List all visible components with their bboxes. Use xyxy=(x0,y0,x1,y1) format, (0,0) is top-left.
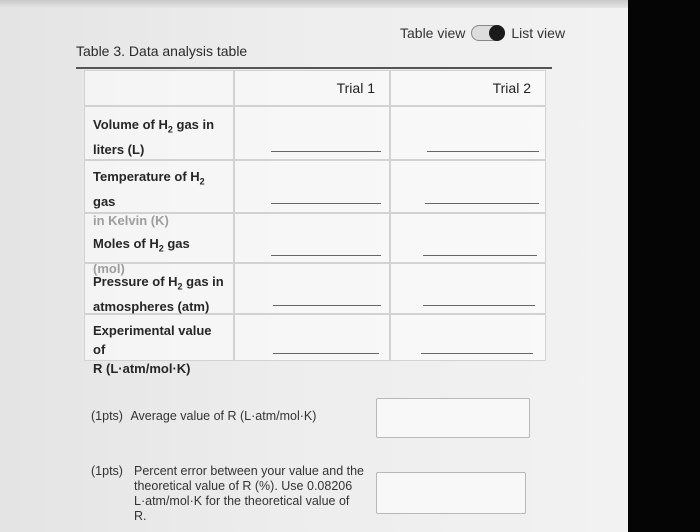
experimental-r-trial-1-cell[interactable] xyxy=(234,314,390,361)
pressure-trial-2-input[interactable] xyxy=(423,305,535,306)
average-r-answer-box[interactable] xyxy=(376,398,530,438)
moles-trial-1-input[interactable] xyxy=(271,255,381,256)
row-label-volume: Volume of $H_2$ gas in liters (L) xyxy=(84,106,234,160)
pressure-trial-1-input[interactable] xyxy=(273,305,381,306)
moles-trial-2-cell[interactable] xyxy=(390,213,546,263)
row-label-temperature: Temperature of $H_2$ gas xyxy=(84,160,234,213)
percent-error-question xyxy=(134,464,364,524)
top-strip xyxy=(0,0,628,8)
temperature-trial-1-input[interactable] xyxy=(271,203,381,204)
percent-error-line-3: L·atm/mol·K for the theoretical value of xyxy=(134,494,350,508)
title-rule xyxy=(76,67,552,69)
average-r-points: (1pts) xyxy=(91,409,123,423)
row-label-experimental-r: Experimental value of R (L·atm/mol·K) xyxy=(84,314,234,361)
volume-trial-1-input[interactable] xyxy=(271,151,381,152)
view-toggle[interactable] xyxy=(400,22,565,44)
pressure-trial-1-cell[interactable] xyxy=(234,263,390,314)
row-label-pressure: Pressure of $H_2$ gas in atmospheres (atm) xyxy=(84,263,234,314)
percent-error-line-4: R. xyxy=(134,509,147,523)
dark-background-edge xyxy=(628,0,700,532)
percent-error-line-2: theoretical value of R (%). Use 0.08206 xyxy=(134,479,353,493)
percent-error-line-1: Percent error between your value and the xyxy=(134,464,364,478)
switch-knob xyxy=(489,25,505,41)
list-view-label[interactable]: List view xyxy=(511,25,566,41)
average-r-text: Average value of R (L·atm/mol·K) xyxy=(130,409,317,423)
percent-error-points: (1pts) xyxy=(91,464,123,478)
experimental-r-trial-1-input[interactable] xyxy=(273,353,379,354)
header-empty-cell xyxy=(84,70,234,106)
header-trial-2: Trial 2 xyxy=(390,70,546,106)
moles-trial-2-input[interactable] xyxy=(423,255,537,256)
volume-trial-1-cell[interactable] xyxy=(234,106,390,160)
volume-trial-2-cell[interactable] xyxy=(390,106,546,160)
experimental-r-trial-2-input[interactable] xyxy=(421,353,533,354)
table-view-label[interactable]: Table view xyxy=(400,25,466,41)
table-title: Table 3. Data analysis table xyxy=(76,43,248,59)
row-label-moles: Moles of $H_2$ gas xyxy=(84,213,234,263)
pressure-trial-2-cell[interactable] xyxy=(390,263,546,314)
temperature-trial-1-cell[interactable] xyxy=(234,160,390,213)
temperature-trial-2-cell[interactable] xyxy=(390,160,546,213)
moles-trial-1-cell[interactable] xyxy=(234,213,390,263)
temperature-trial-2-input[interactable] xyxy=(425,203,539,204)
view-switch[interactable] xyxy=(471,25,505,41)
volume-trial-2-input[interactable] xyxy=(427,151,539,152)
header-trial-1: Trial 1 xyxy=(234,70,390,106)
experimental-r-trial-2-cell[interactable] xyxy=(390,314,546,361)
average-r-question xyxy=(91,409,316,424)
percent-error-answer-box[interactable] xyxy=(376,472,526,514)
